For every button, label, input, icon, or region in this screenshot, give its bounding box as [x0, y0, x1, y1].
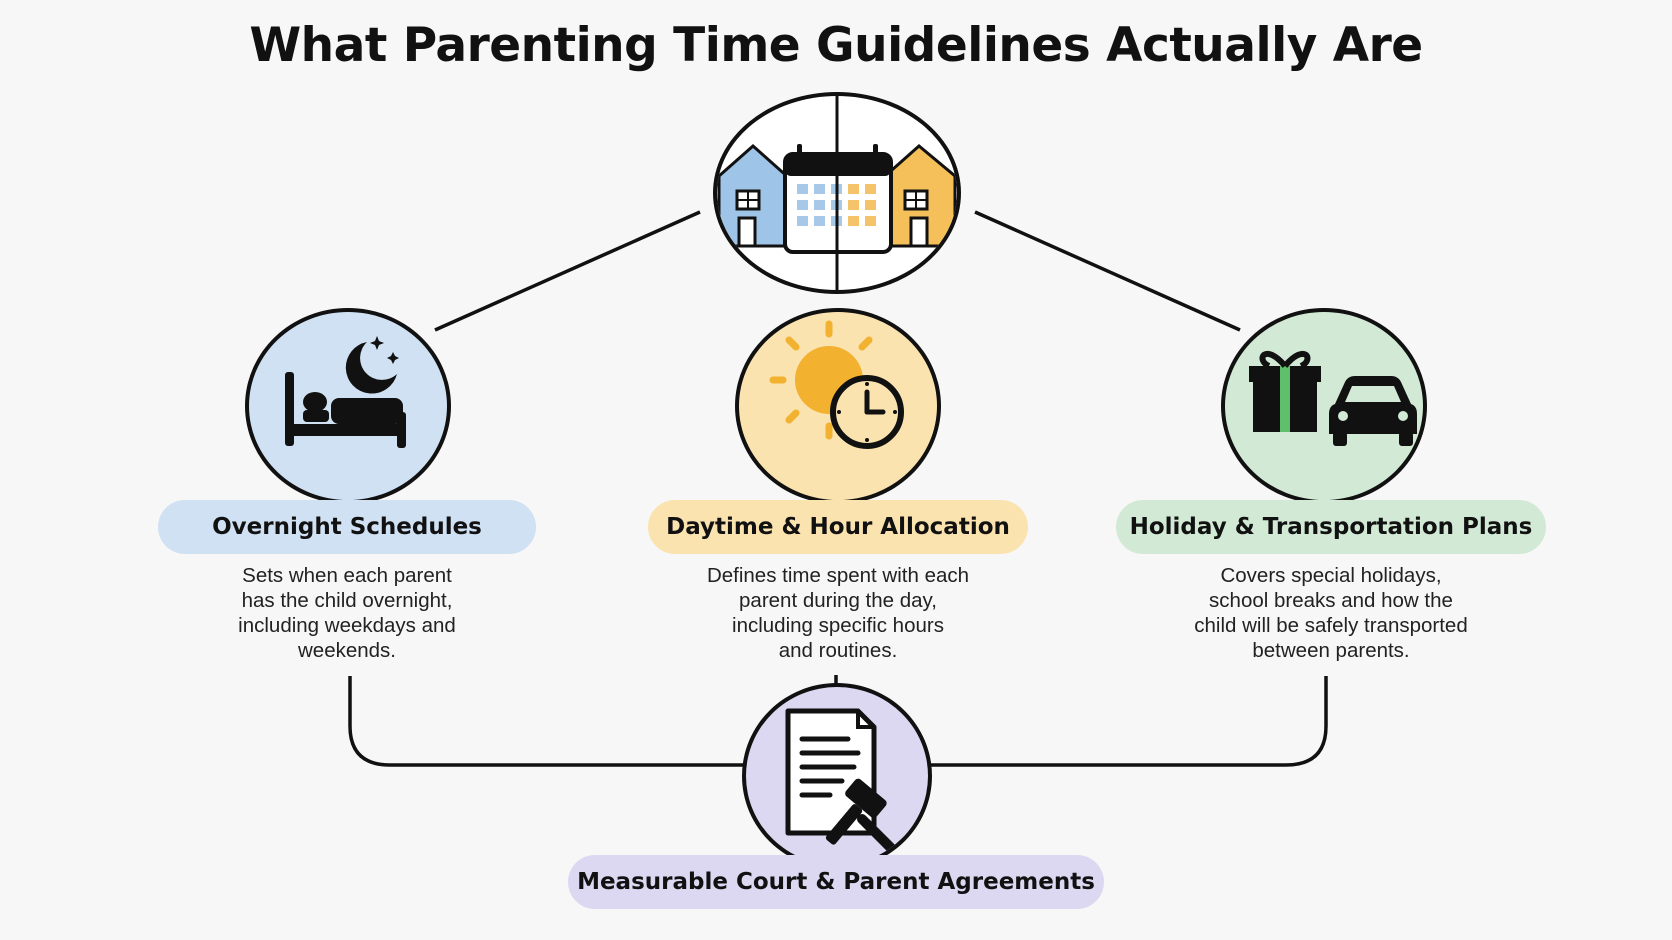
pill-holiday [1116, 500, 1546, 554]
bed-moon-icon [249, 312, 447, 500]
desc-line: including specific hours [732, 614, 944, 637]
daytime-node [735, 308, 941, 504]
overnight-node [245, 308, 451, 504]
desc-line: Covers special holidays, [1220, 564, 1442, 587]
pill-overnight-label: Overnight Schedules [212, 514, 482, 540]
pill-daytime-label: Daytime & Hour Allocation [666, 514, 1010, 540]
houses-calendar-icon [717, 96, 957, 290]
daytime-description [668, 563, 1008, 663]
agreements-node [742, 683, 932, 869]
pill-agreements [568, 855, 1104, 909]
overnight-description [186, 563, 508, 663]
desc-line: child will be safely transported [1194, 614, 1468, 637]
gift-car-icon [1225, 312, 1423, 500]
pill-holiday-label: Holiday & Transportation Plans [1129, 514, 1533, 540]
holiday-description [1150, 563, 1512, 663]
desc-line: including weekdays and [238, 614, 456, 637]
desc-line: school breaks and how the [1209, 589, 1453, 612]
holiday-node [1221, 308, 1427, 504]
pill-agreements-label: Measurable Court & Parent Agreements [577, 869, 1095, 895]
desc-line: and routines. [778, 639, 898, 662]
desc-line: weekends. [297, 639, 396, 662]
desc-line: has the child overnight, [241, 589, 453, 612]
center-node [713, 92, 961, 294]
desc-line: Defines time spent with each [706, 564, 970, 587]
desc-line: between parents. [1252, 639, 1410, 662]
pill-daytime [648, 500, 1028, 554]
desc-line: parent during the day, [739, 589, 937, 612]
sun-clock-icon [739, 312, 937, 500]
desc-line: Sets when each parent [242, 564, 452, 587]
page-title: What Parenting Time Guidelines Actually Are [249, 18, 1423, 73]
pill-overnight [158, 500, 536, 554]
document-gavel-icon [746, 687, 928, 865]
